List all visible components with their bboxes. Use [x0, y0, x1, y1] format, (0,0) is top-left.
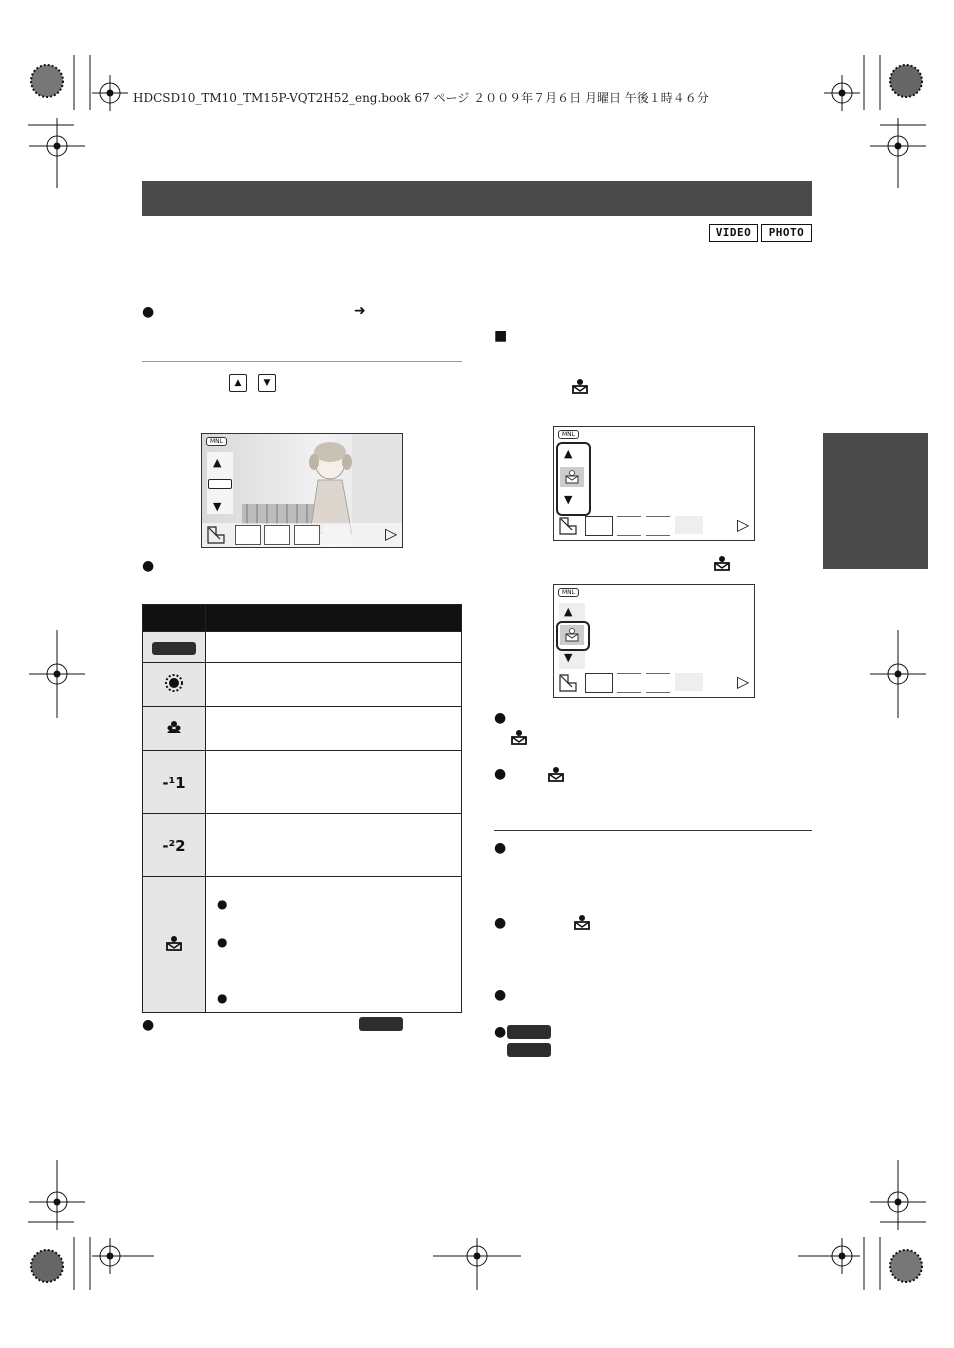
next-page-icon[interactable]: ▷	[737, 672, 750, 691]
video-mode-badge: VIDEO	[709, 224, 758, 242]
table-desc-cell	[206, 663, 462, 707]
menu-tile[interactable]	[235, 525, 261, 545]
down-arrow-icon[interactable]: ▼	[564, 493, 573, 506]
chapter-side-tab	[823, 433, 928, 569]
menu-tile-blank[interactable]	[675, 516, 703, 534]
portrait-soft-skin-icon	[165, 935, 183, 951]
bullet: ●	[494, 1024, 507, 1040]
bullet: ●	[142, 304, 155, 320]
up-arrow-icon[interactable]: ▲	[213, 456, 222, 469]
bullet: ●	[494, 766, 507, 782]
soft-skin-mode-tile[interactable]	[560, 467, 584, 487]
arrow-icon: ➜	[354, 303, 366, 319]
table-icon-cell	[143, 877, 206, 1013]
table-icon-cell	[143, 751, 206, 814]
table-icon-cell	[143, 707, 206, 751]
camera-screen-step2	[553, 584, 755, 698]
bullet: ●	[217, 935, 228, 949]
bullet: ●	[142, 1017, 155, 1033]
bullet: ●	[494, 915, 507, 931]
bullet: ●	[142, 558, 155, 574]
up-button-icon: ▲	[229, 374, 247, 392]
menu-tile[interactable]	[646, 516, 670, 536]
return-icon[interactable]	[206, 525, 228, 545]
flower-icon	[165, 719, 183, 735]
mode-pill-icon	[507, 1043, 551, 1057]
current-mode-icon[interactable]	[208, 479, 232, 489]
bullet: ●	[494, 840, 507, 856]
bullet: ●	[217, 897, 228, 911]
up-arrow-icon[interactable]: ▲	[564, 605, 573, 618]
section-divider	[494, 830, 812, 831]
down-button-icon: ▼	[258, 374, 276, 392]
mnl-indicator: MNL	[206, 437, 227, 446]
auto-mode-pill-icon	[152, 642, 196, 655]
mode-table	[142, 604, 462, 1013]
mode-pill-icon	[507, 1025, 551, 1039]
soft-skin-mode-tile[interactable]	[560, 625, 584, 645]
return-icon[interactable]	[558, 673, 580, 693]
camera-screen-step1	[553, 426, 755, 541]
menu-tile[interactable]	[294, 525, 320, 545]
return-icon[interactable]	[558, 516, 580, 536]
sun-icon	[165, 674, 183, 692]
down-arrow-icon[interactable]: ▼	[564, 651, 573, 664]
camera-screen-photo	[201, 433, 403, 548]
fluorescent-2-icon: -²2	[162, 836, 186, 855]
table-icon-cell	[143, 814, 206, 877]
file-header-line: HDCSD10_TM10_TM15P-VQT2H52_eng.book 67 ページ ２００９年７月６日 月曜日 午後１時４６分	[133, 91, 709, 105]
bullet: ●	[494, 987, 507, 1003]
table-desc-cell	[206, 632, 462, 663]
bullet: ●	[494, 710, 507, 726]
up-arrow-icon[interactable]: ▲	[564, 447, 573, 460]
portrait-soft-skin-icon	[560, 625, 584, 645]
section-square-icon: ■	[494, 328, 508, 344]
table-desc-cell	[206, 707, 462, 751]
portrait-soft-skin-icon	[547, 766, 565, 782]
menu-tile[interactable]	[585, 516, 613, 536]
portrait-soft-skin-icon	[573, 914, 591, 930]
next-page-icon[interactable]: ▷	[385, 524, 398, 543]
section-title-bar	[142, 181, 812, 216]
menu-tile-blank[interactable]	[323, 525, 350, 543]
photo-mode-badge: PHOTO	[761, 224, 812, 242]
portrait-soft-skin-icon	[571, 378, 589, 394]
menu-tile[interactable]	[585, 673, 613, 693]
mnl-indicator: MNL	[558, 430, 579, 439]
down-arrow-icon[interactable]: ▼	[213, 500, 222, 513]
menu-tile[interactable]	[646, 673, 670, 693]
table-icon-cell	[143, 663, 206, 707]
table-desc-cell	[206, 814, 462, 877]
mnl-indicator: MNL	[558, 588, 579, 597]
next-page-icon[interactable]: ▷	[737, 515, 750, 534]
bullet: ●	[217, 991, 228, 1005]
table-header-cell	[143, 605, 206, 632]
menu-tile[interactable]	[617, 673, 641, 693]
table-desc-cell	[206, 751, 462, 814]
table-icon-cell	[143, 632, 206, 663]
auto-mode-pill-icon	[359, 1017, 403, 1031]
fluorescent-1-icon: -¹1	[162, 773, 186, 792]
portrait-soft-skin-icon	[510, 729, 528, 745]
portrait-soft-skin-icon	[560, 467, 584, 487]
menu-tile-blank[interactable]	[675, 673, 703, 691]
portrait-soft-skin-icon	[713, 555, 731, 571]
table-header-cell	[206, 605, 462, 632]
menu-tile[interactable]	[617, 516, 641, 536]
section-divider	[142, 361, 462, 362]
menu-tile[interactable]	[264, 525, 290, 545]
table-desc-cell	[206, 877, 462, 1013]
